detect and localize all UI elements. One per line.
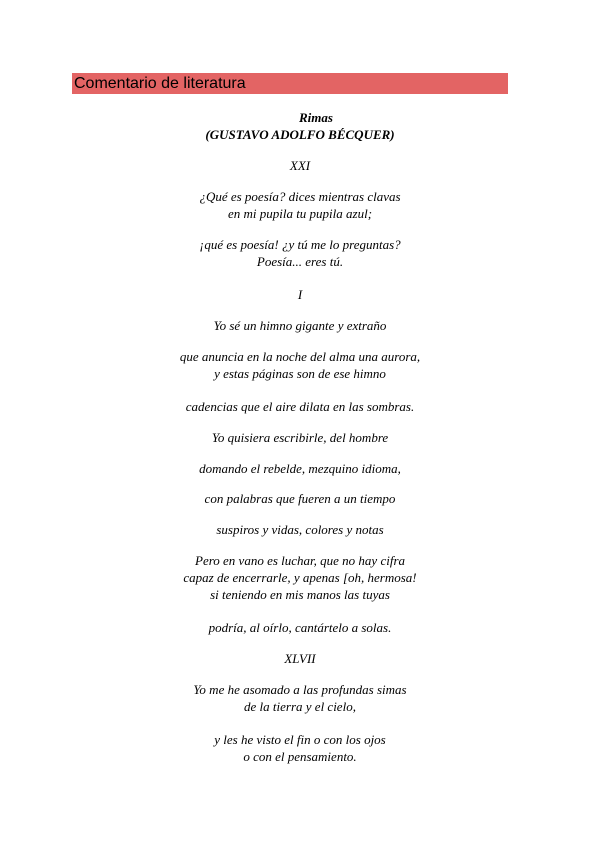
poem-line: con palabras que fueren a un tiempo bbox=[204, 491, 396, 506]
section-numeral: XLVII bbox=[284, 651, 316, 666]
section-header-bar bbox=[72, 73, 508, 94]
poem-line: podría, al oírlo, cantártelo a solas. bbox=[208, 620, 392, 635]
poem-line: Yo quisiera escribirle, del hombre bbox=[211, 430, 389, 445]
poem-line: cadencias que el aire dilata en las sombras. bbox=[185, 399, 415, 414]
poem-line: Yo sé un himno gigante y extraño bbox=[213, 318, 387, 333]
poem-line: de la tierra y el cielo, bbox=[244, 699, 356, 714]
poem-line: Pero en vano es luchar, que no hay cifra bbox=[195, 553, 405, 568]
poem-line: Poesía... eres tú. bbox=[256, 254, 344, 269]
poem-line: y estas páginas son de ese himno bbox=[214, 366, 386, 381]
poem-line: o con el pensamiento. bbox=[243, 749, 357, 764]
poem-line: Yo me he asomado a las profundas simas bbox=[193, 682, 407, 697]
section-header-title: Comentario de literatura bbox=[74, 75, 246, 92]
poem-line: ¿Qué es poesía? dices mientras clavas bbox=[199, 189, 401, 204]
poem-title: Rimas bbox=[299, 110, 333, 125]
poem-line: en mi pupila tu pupila azul; bbox=[227, 206, 373, 221]
poem-author: (GUSTAVO ADOLFO BÉCQUER) bbox=[205, 127, 395, 142]
poem-line: ¡qué es poesía! ¿y tú me lo preguntas? bbox=[199, 237, 401, 252]
section-numeral: XXI bbox=[289, 158, 311, 173]
section-numeral: I bbox=[297, 287, 303, 302]
poem-line: suspiros y vidas, colores y notas bbox=[216, 522, 384, 537]
poem-line: que anuncia en la noche del alma una aurora, bbox=[179, 349, 421, 364]
poem-line: si teniendo en mis manos las tuyas bbox=[210, 587, 390, 602]
poem-line: capaz de encerrarle, y apenas [oh, hermosa! bbox=[183, 570, 417, 585]
poem-line: y les he visto el fin o con los ojos bbox=[214, 732, 386, 747]
poem-line: domando el rebelde, mezquino idioma, bbox=[199, 461, 401, 476]
